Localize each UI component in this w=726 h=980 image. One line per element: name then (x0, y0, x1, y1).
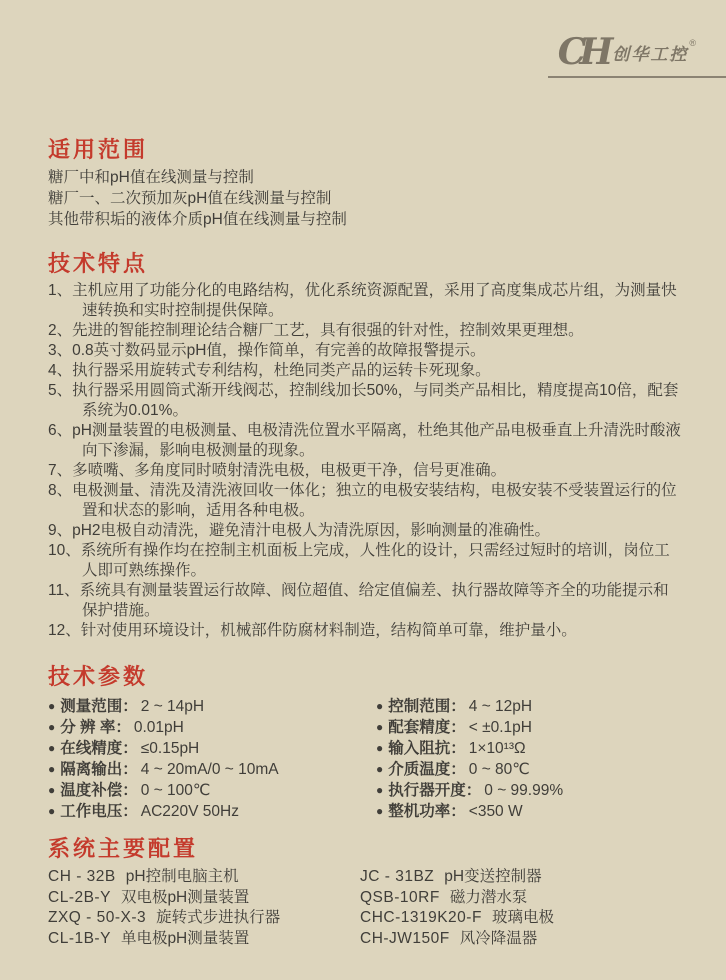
parameter-row (48, 738, 376, 759)
config-item (48, 908, 360, 929)
section-title-parameters: 技术参数 (48, 664, 149, 689)
config-name: 旋转式步进执行器 (156, 909, 281, 926)
parameter-row (48, 759, 376, 780)
parameter-value: 0 ~ 80℃ (468, 761, 530, 778)
parameter-label: 分 辨 率： (60, 719, 131, 736)
feature-item: 7、多喷嘴、多角度同时喷射清洗电极，电极更干净，信号更准确。 (48, 462, 507, 479)
parameter-label: 隔离输出： (60, 761, 138, 778)
parameter-label: 工作电压： (60, 803, 138, 820)
bullet-icon: ● (48, 699, 56, 713)
bullet-icon: ● (376, 804, 384, 818)
bullet-icon: ● (376, 783, 384, 797)
parameter-value: <350 W (468, 803, 523, 820)
config-name: 磁力潜水泵 (449, 888, 528, 906)
page-header (0, 0, 726, 80)
parameter-label: 整机功率： (388, 803, 466, 820)
parameter-label: 介质温度： (388, 761, 466, 778)
parameter-row (376, 696, 682, 717)
parameter-value: 0 ~ 99.99% (484, 782, 564, 799)
config-item (48, 929, 360, 950)
bullet-icon: ● (376, 741, 384, 755)
config-model: CL-2B-Y (48, 888, 111, 906)
bullet-icon: ● (48, 762, 56, 776)
parameter-value: 4 ~ 20mA/0 ~ 10mA (140, 761, 279, 778)
config-model: CL-1B-Y (48, 929, 111, 947)
config-name: 风冷降温器 (459, 929, 538, 947)
application-line: 其他带积垢的液体介质pH值在线测量与控制 (48, 211, 347, 228)
parameter-row (376, 738, 682, 759)
feature-item: 11、系统具有测量装置运行故障、阀位超值、给定值偏差、执行器故障等齐全的功能提示和保护措施。 (48, 582, 669, 619)
parameter-columns (48, 696, 682, 822)
parameter-row (48, 780, 376, 801)
parameter-label: 测量范围： (60, 698, 138, 715)
bullet-icon: ● (376, 720, 384, 734)
config-model: CH-JW150F (360, 929, 450, 947)
parameter-value: 1×10¹³Ω (468, 740, 526, 757)
section-configuration (48, 835, 682, 949)
bullet-icon: ● (48, 783, 56, 797)
feature-item: 12、针对使用环境设计，机械部件防腐材料制造，结构简单可靠，维护量小。 (48, 622, 577, 639)
parameter-label: 在线精度： (60, 740, 138, 757)
parameter-row (376, 759, 682, 780)
parameter-label: 配套精度： (388, 719, 466, 736)
feature-item: 5、执行器采用圆筒式渐开线阀芯，控制线加长50%，与同类产品相比，精度提高10倍，配套系统为0.01%。 (48, 382, 679, 419)
header-rule (548, 76, 726, 78)
config-name: 双电极pH测量装置 (120, 888, 250, 906)
config-name: 单电极pH测量装置 (120, 929, 250, 947)
parameter-value: 2 ~ 14pH (140, 698, 205, 715)
feature-item: 1、主机应用了功能分化的电路结构，优化系统资源配置，采用了高度集成芯片组，为测量快速转换和实时控制提供保障。 (48, 282, 677, 319)
config-item (360, 867, 682, 888)
feature-item: 3、0.8英寸数码显示pH值，操作简单，有完善的故障报警提示。 (48, 342, 486, 359)
bullet-icon: ● (48, 720, 56, 734)
config-model: CHC-1319K20-F (360, 909, 482, 926)
config-model: CH - 32B (48, 868, 116, 885)
section-title-features: 技术特点 (48, 251, 149, 276)
parameter-column-right (376, 696, 682, 822)
bullet-icon: ● (376, 762, 384, 776)
bullet-icon: ● (376, 699, 384, 713)
parameter-value: ≤0.15pH (140, 740, 200, 757)
application-line: 糖厂中和pH值在线测量与控制 (48, 169, 254, 186)
config-item (360, 888, 682, 909)
application-line: 糖厂一、二次预加灰pH值在线测量与控制 (48, 190, 332, 207)
feature-list (48, 281, 682, 641)
registered-trademark-icon: ® (689, 38, 696, 48)
feature-item: 10、系统所有操作均在控制主机面板上完成，人性化的设计，只需经过短时的培训，岗位工人即可熟练操作。 (48, 542, 670, 579)
parameter-label: 温度补偿： (60, 782, 138, 799)
configuration-column-right (360, 867, 682, 949)
config-model: ZXQ - 50-X-3 (48, 909, 147, 926)
section-title-application: 适用范围 (48, 137, 149, 162)
logo-text: 创华工控 (612, 45, 689, 64)
parameter-value: < ±0.1pH (468, 719, 532, 736)
page-content (0, 136, 726, 949)
config-name: pH变送控制器 (444, 868, 542, 885)
parameter-row (48, 717, 376, 738)
parameter-value: 0 ~ 100℃ (140, 782, 211, 799)
section-parameters (48, 663, 682, 822)
parameter-value: 0.01pH (133, 719, 184, 736)
parameter-label: 输入阻抗： (388, 740, 466, 757)
parameter-row (376, 717, 682, 738)
parameter-value: AC220V 50Hz (140, 803, 239, 820)
brand-logo (557, 31, 696, 73)
parameter-label: 控制范围： (388, 698, 466, 715)
section-features (48, 250, 682, 641)
bullet-icon: ● (48, 741, 56, 755)
feature-item: 6、pH测量装置的电极测量、电极清洗位置水平隔离，杜绝其他产品电极垂直上升清洗时酸液向下渗漏，影响电极测量的现象。 (48, 422, 681, 459)
config-name: 玻璃电极 (491, 909, 554, 926)
bullet-icon: ● (48, 804, 56, 818)
configuration-columns (48, 867, 682, 949)
feature-item: 9、pH2电极自动清洗，避免清汁电极人为清洗原因，影响测量的准确性。 (48, 522, 551, 539)
feature-item: 2、先进的智能控制理论结合糖厂工艺，具有很强的针对性，控制效果更理想。 (48, 322, 584, 339)
parameter-value: 4 ~ 12pH (468, 698, 533, 715)
config-item (48, 867, 360, 888)
config-item (360, 908, 682, 929)
parameter-row (48, 801, 376, 822)
section-title-configuration: 系统主要配置 (48, 836, 199, 861)
config-model: QSB-10RF (360, 888, 440, 906)
section-application (48, 136, 682, 230)
config-item (48, 888, 360, 909)
parameter-row (48, 696, 376, 717)
parameter-label: 执行器开度： (388, 782, 482, 799)
parameter-column-left (48, 696, 376, 822)
parameter-row (376, 780, 682, 801)
config-model: JC - 31BZ (360, 868, 435, 885)
parameter-row (376, 801, 682, 822)
config-item (360, 929, 682, 950)
feature-item: 4、执行器采用旋转式专利结构，杜绝同类产品的运转卡死现象。 (48, 362, 491, 379)
configuration-column-left (48, 867, 360, 949)
feature-item: 8、电极测量、清洗及清洗液回收一体化；独立的电极安装结构，电极安装不受装置运行的位置和状态的影响，适用各种电极。 (48, 482, 677, 519)
application-lines (48, 167, 682, 230)
config-name: pH控制电脑主机 (125, 868, 239, 885)
logo-ch-monogram-icon: CH (557, 31, 607, 73)
